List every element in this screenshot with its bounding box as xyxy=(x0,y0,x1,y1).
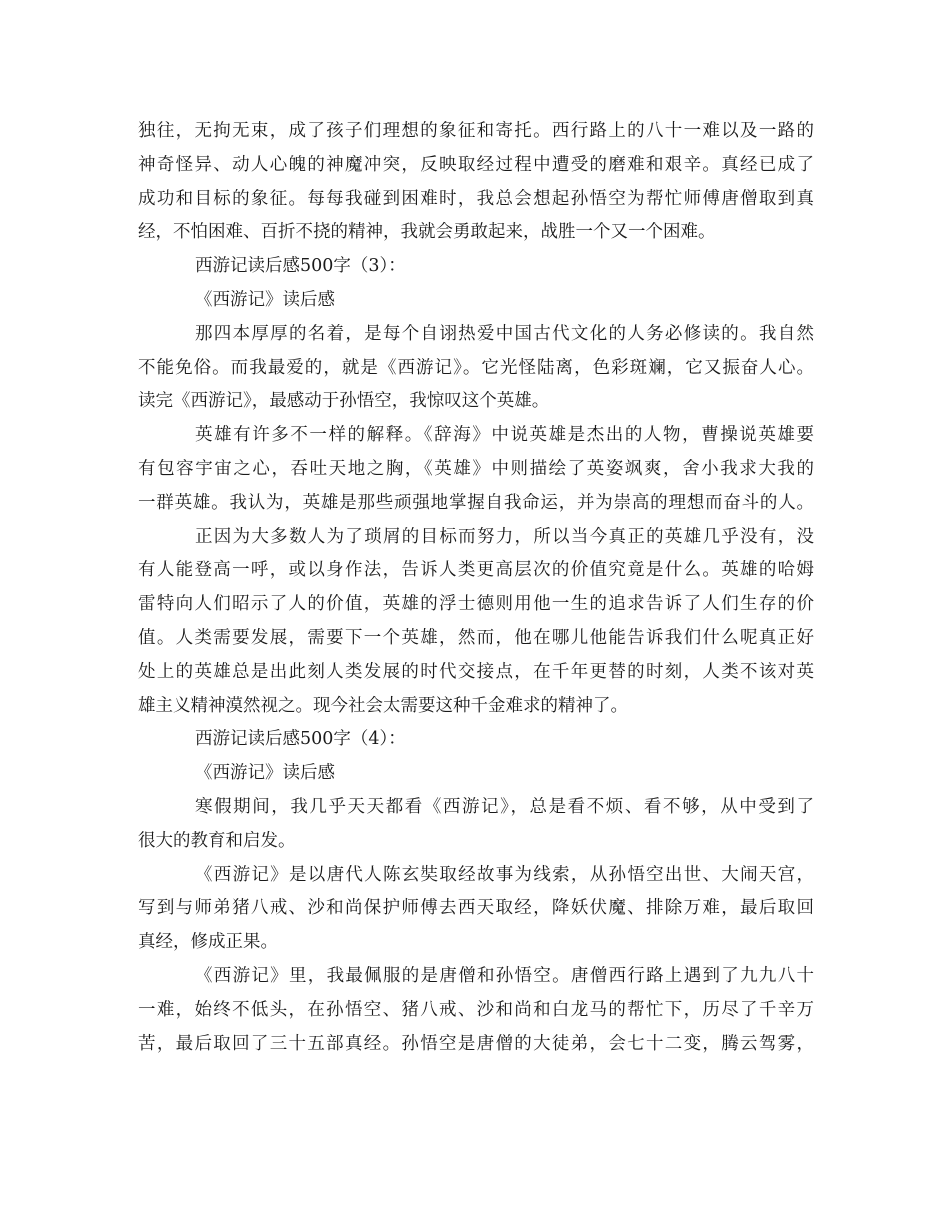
text-line: 英雄有许多不一样的解释。《辞海》中说英雄是杰出的人物，曹操说英雄要 xyxy=(195,425,814,446)
text-line: 《西游记》是以唐代人陈玄奘取经故事为线索，从孙悟空出世、大闹天宫， xyxy=(195,864,814,885)
text-line: 读完《西游记》，最感动于孙悟空，我惊叹这个英雄。 xyxy=(138,391,550,412)
text-line: 成功和目标的象征。每每我碰到困难时，我总会想起孙悟空为帮忙师傅唐僧取到真 xyxy=(138,188,814,209)
text-line: 那四本厚厚的名着，是每个自诩热爱中国古代文化的人务必修读的。我自然 xyxy=(195,323,814,344)
text-line: 一难，始终不低头，在孙悟空、猪八戒、沙和尚和白龙马的帮忙下，历尽了千辛万 xyxy=(138,999,814,1020)
text-line: 一群英雄。我认为，英雄是那些顽强地掌握自我命运，并为崇高的理想而奋斗的人。 xyxy=(138,492,814,513)
text-line: 很大的教育和启发。 xyxy=(138,830,296,851)
text-line: 寒假期间，我几乎天天都看《西游记》，总是看不烦、看不够，从中受到了 xyxy=(195,796,814,817)
text-line: 真经，修成正果。 xyxy=(138,932,278,953)
text-line: 苦，最后取回了三十五部真经。孙悟空是唐僧的大徒弟，会七十二变，腾云驾雾， xyxy=(138,1033,814,1054)
text-line: 独往，无拘无束，成了孩子们理想的象征和寄托。西行路上的八十一难以及一路的 xyxy=(138,121,814,141)
text-line: 写到与师弟猪八戒、沙和尚保护师傅去西天取经，降妖伏魔、排除万难，最后取回 xyxy=(138,898,814,919)
text-line: 不能免俗。而我最爱的，就是《西游记》。它光怪陆离，色彩斑斓，它又振奋人心。 xyxy=(138,357,814,378)
document-body xyxy=(138,115,814,1061)
text-line: 西游记读后感500字（3）： xyxy=(195,256,406,277)
text-line: 正因为大多数人为了琐屑的目标而努力，所以当今真正的英雄几乎没有，没 xyxy=(195,526,814,547)
text-line: 值。人类需要发展，需要下一个英雄，然而，他在哪儿他能告诉我们什么呢真正好 xyxy=(138,627,814,648)
text-line: 有人能登高一呼，或以身作法，告诉人类更高层次的价值究竟是什么。英雄的哈姆 xyxy=(138,560,814,581)
text-line: 经，不怕困难、百折不挠的精神，我就会勇敢起来，战胜一个又一个困难。 xyxy=(138,222,716,243)
text-line: 雄主义精神漠然视之。现今社会太需要这种千金难求的精神了。 xyxy=(138,695,628,716)
text-line: 有包容宇宙之心，吞吐天地之胸，《英雄》中则描绘了英姿飒爽，舍小我求大我的 xyxy=(138,458,814,479)
text-line: 《西游记》里，我最佩服的是唐僧和孙悟空。唐僧西行路上遇到了九九八十 xyxy=(195,965,814,986)
text-line: 《西游记》读后感 xyxy=(195,289,335,310)
text-line: 处上的英雄总是出此刻人类发展的时代交接点，在千年更替的时刻，人类不该对英 xyxy=(138,661,814,682)
text-line: 西游记读后感500字（4）： xyxy=(195,729,406,750)
text-line: 神奇怪异、动人心魄的神魔冲突，反映取经过程中遭受的磨难和艰辛。真经已成了 xyxy=(138,154,814,175)
text-line: 雷特向人们昭示了人的价值，英雄的浮士德则用他一生的追求告诉了人们生存的价 xyxy=(138,594,814,615)
text-line: 《西游记》读后感 xyxy=(195,763,335,784)
